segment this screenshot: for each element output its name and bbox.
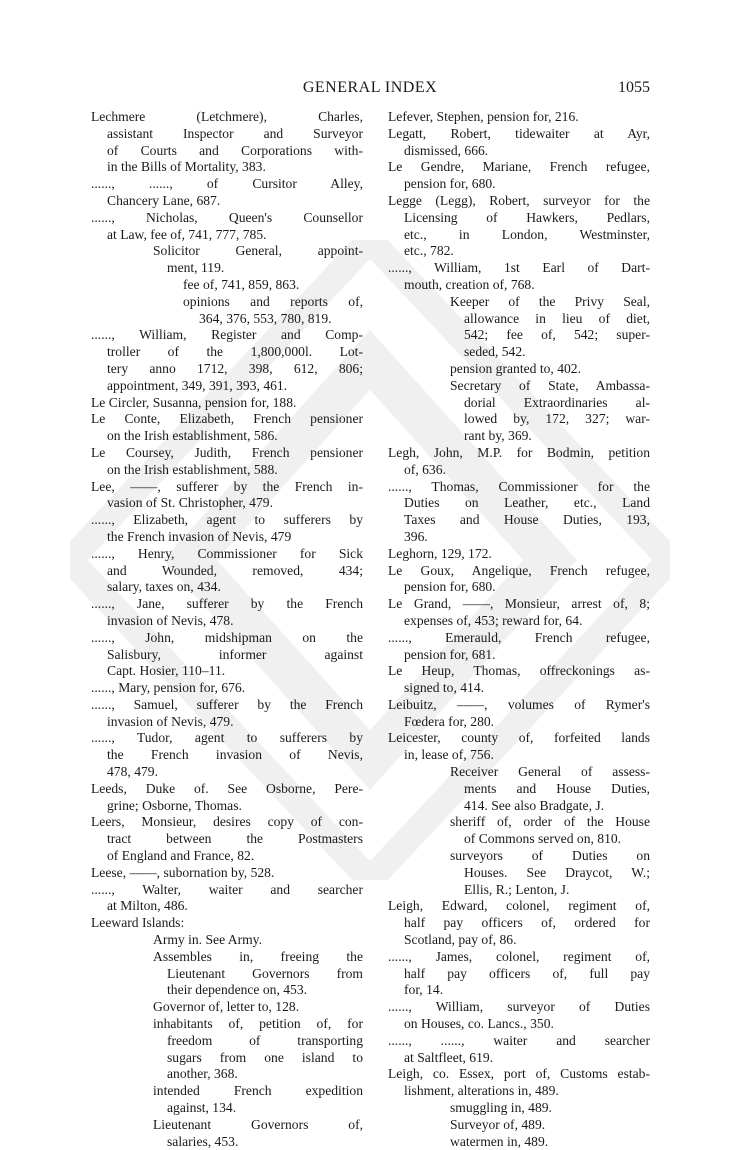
index-line: another, 368. xyxy=(167,1066,238,1082)
index-line: Leicester, county of, forfeited lands xyxy=(388,730,650,746)
index-line: and Wounded, removed, 434; xyxy=(107,562,363,578)
index-line: 414. See also Bradgate, J. xyxy=(464,797,605,813)
index-line: ments and House Duties, xyxy=(464,780,650,796)
index-line: appointment, 349, 391, 393, 461. xyxy=(107,377,288,393)
index-line: the French invasion of Nevis, 479 xyxy=(107,528,292,544)
index-line: Houses. See Draycot, W.; xyxy=(464,864,650,880)
index-line: half pay officers of, full pay xyxy=(404,965,650,981)
index-line: for, 14. xyxy=(404,982,444,998)
index-line: Duties on Leather, etc., Land xyxy=(404,495,650,511)
index-line: Leeward Islands: xyxy=(91,915,185,931)
index-line: surveyors of Duties on xyxy=(450,848,650,864)
index-line: allowance in lieu of diet, xyxy=(464,310,650,326)
index-line: Salisbury, informer against xyxy=(107,646,363,662)
index-line: opinions and reports of, xyxy=(183,293,363,309)
index-line: freedom of transporting xyxy=(167,1032,363,1048)
index-line: pension granted to, 402. xyxy=(450,360,582,376)
index-line: 396. xyxy=(404,528,428,544)
index-line: ......, Nicholas, Queen's Counsellor xyxy=(91,209,363,225)
index-line: at Saltfleet, 619. xyxy=(404,1049,494,1065)
index-line: mouth, creation of, 768. xyxy=(404,276,535,292)
index-line: Leese, ——, subornation by, 528. xyxy=(91,864,275,880)
index-line: ......, James, colonel, regiment of, xyxy=(388,948,650,964)
index-line: Le Coursey, Judith, French pensioner xyxy=(91,444,363,460)
index-line: Leeds, Duke of. See Osborne, Pere- xyxy=(91,780,363,796)
index-line: salary, taxes on, 434. xyxy=(107,579,221,595)
index-line: lowed by, 172, 327; war- xyxy=(464,411,650,427)
index-line: Army in. See Army. xyxy=(153,932,262,948)
index-line: Le Gendre, Mariane, French refugee, xyxy=(388,159,650,175)
index-line: Lee, ——, sufferer by the French in- xyxy=(91,478,363,494)
index-line: ......, Elizabeth, agent to sufferers by xyxy=(91,512,363,528)
index-line: vasion of St. Christopher, 479. xyxy=(107,495,273,511)
index-line: ......, William, surveyor of Duties xyxy=(388,999,650,1015)
index-line: grine; Osborne, Thomas. xyxy=(107,797,242,813)
index-line: fee of, 741, 859, 863. xyxy=(183,276,300,292)
index-line: inhabitants of, petition of, for xyxy=(153,1016,363,1032)
index-line: invasion of Nevis, 479. xyxy=(107,713,234,729)
index-line: Legh, John, M.P. for Bodmin, petition xyxy=(388,444,650,460)
index-line: against, 134. xyxy=(167,1100,237,1116)
index-line: tract between the Postmasters xyxy=(107,831,363,847)
index-line: Le Conte, Elizabeth, French pensioner xyxy=(91,411,363,427)
index-line: Le Heup, Thomas, offreckonings as- xyxy=(388,663,650,679)
index-line: Lefever, Stephen, pension for, 216. xyxy=(388,109,579,124)
index-line: seded, 542. xyxy=(464,344,526,360)
index-line: Fœdera for, 280. xyxy=(404,713,495,729)
index-line: Legge (Legg), Robert, surveyor for the xyxy=(388,192,650,208)
index-line: 478, 479. xyxy=(107,764,158,780)
index-line: ......, Walter, waiter and searcher xyxy=(91,881,363,897)
index-line: sheriff of, order of the House xyxy=(450,814,650,830)
index-line: Leibuitz, ——, volumes of Rymer's xyxy=(388,696,650,712)
index-line: pension for, 680. xyxy=(404,579,496,595)
index-line: Lechmere (Letchmere), Charles, xyxy=(91,109,363,124)
index-line: in, lease of, 756. xyxy=(404,747,494,763)
index-line: on the Irish establishment, 586. xyxy=(107,428,278,444)
index-line: Secretary of State, Ambassa- xyxy=(450,377,650,393)
index-line: ......, Thomas, Commissioner for the xyxy=(388,478,650,494)
index-line: lishment, alterations in, 489. xyxy=(404,1083,559,1099)
page-header xyxy=(0,79,740,99)
index-line: Leghorn, 129, 172. xyxy=(388,545,492,561)
index-line: salaries, 453. xyxy=(167,1133,239,1149)
index-line: Lieutenant Governors from xyxy=(167,965,363,981)
index-line: dismissed, 666. xyxy=(404,142,489,158)
index-line: of Courts and Corporations with- xyxy=(107,142,363,158)
index-line: Receiver General of assess- xyxy=(450,764,650,780)
index-line: assistant Inspector and Surveyor xyxy=(107,125,363,141)
index-line: on the Irish establishment, 588. xyxy=(107,461,278,477)
index-line: intended French expedition xyxy=(153,1083,363,1099)
index-line: ......, ......, waiter and searcher xyxy=(388,1032,650,1048)
index-line: sugars from one island to xyxy=(167,1049,363,1065)
index-column-right xyxy=(388,109,650,1150)
index-line: troller of the 1,800,000l. Lot- xyxy=(107,344,363,360)
index-line: Leers, Monsieur, desires copy of con- xyxy=(91,814,363,830)
index-line: watermen in, 489. xyxy=(450,1133,549,1149)
index-line: Licensing of Hawkers, Pedlars, xyxy=(404,209,650,225)
index-line: in the Bills of Mortality, 383. xyxy=(107,159,266,175)
index-line: 542; fee of, 542; super- xyxy=(464,327,650,343)
index-line: Leigh, co. Essex, port of, Customs estab- xyxy=(388,1066,650,1082)
index-line: etc., in London, Westminster, xyxy=(404,226,650,242)
index-line: at Law, fee of, 741, 777, 785. xyxy=(107,226,267,242)
index-line: ment, 119. xyxy=(167,260,225,276)
index-line: at Milton, 486. xyxy=(107,898,188,914)
index-line: ......, Henry, Commissioner for Sick xyxy=(91,545,363,561)
index-line: ......, William, Register and Comp- xyxy=(91,327,363,343)
index-line: Ellis, R.; Lenton, J. xyxy=(464,881,570,897)
index-line: Taxes and House Duties, 193, xyxy=(404,512,650,528)
index-line: smuggling in, 489. xyxy=(450,1100,552,1116)
index-line: ......, Tudor, agent to sufferers by xyxy=(91,730,363,746)
page-number: 1055 xyxy=(618,79,650,96)
index-line: of England and France, 82. xyxy=(107,848,255,864)
index-line: Leigh, Edward, colonel, regiment of, xyxy=(388,898,650,914)
index-line: half pay officers of, ordered for xyxy=(404,915,650,931)
index-line: Le Circler, Susanna, pension for, 188. xyxy=(91,394,297,410)
index-line: Scotland, pay of, 86. xyxy=(404,932,517,948)
index-line: Governor of, letter to, 128. xyxy=(153,999,300,1015)
index-line: invasion of Nevis, 478. xyxy=(107,612,234,628)
index-line: ......, Mary, pension for, 676. xyxy=(91,680,246,696)
index-line: Keeper of the Privy Seal, xyxy=(450,293,650,309)
index-line: ......, Jane, sufferer by the French xyxy=(91,596,363,612)
index-line: the French invasion of Nevis, xyxy=(107,747,363,763)
index-line: Solicitor General, appoint- xyxy=(153,243,363,259)
index-line: Le Goux, Angelique, French refugee, xyxy=(388,562,650,578)
index-line: Legatt, Robert, tidewaiter at Ayr, xyxy=(388,125,650,141)
index-line: dorial Extraordinaries al- xyxy=(464,394,650,410)
index-line: ......, William, 1st Earl of Dart- xyxy=(388,260,650,276)
index-line: Lieutenant Governors of, xyxy=(153,1116,363,1132)
index-line: on Houses, co. Lancs., 350. xyxy=(404,1016,554,1032)
index-line: Chancery Lane, 687. xyxy=(107,192,221,208)
index-line: Assembles in, freeing the xyxy=(153,948,363,964)
index-line: their dependence on, 453. xyxy=(167,982,308,998)
index-line: of Commons served on, 810. xyxy=(464,831,622,847)
index-line: pension for, 680. xyxy=(404,176,496,192)
index-line: ......, John, midshipman on the xyxy=(91,629,363,645)
index-line: ......, Emerauld, French refugee, xyxy=(388,629,650,645)
index-line: ......, Samuel, sufferer by the French xyxy=(91,696,363,712)
index-line: signed to, 414. xyxy=(404,680,485,696)
index-line: etc., 782. xyxy=(404,243,454,259)
index-line: Surveyor of, 489. xyxy=(450,1116,546,1132)
index-line: rant by, 369. xyxy=(464,428,532,444)
index-line: of, 636. xyxy=(404,461,446,477)
index-line: ......, ......, of Cursitor Alley, xyxy=(91,176,363,192)
index-line: expenses of, 453; reward for, 64. xyxy=(404,612,583,628)
page-title: GENERAL INDEX xyxy=(302,79,438,96)
index-line: Le Grand, ——, Monsieur, arrest of, 8; xyxy=(388,596,650,612)
index-line: 364, 376, 553, 780, 819. xyxy=(199,310,332,326)
index-line: Capt. Hosier, 110–11. xyxy=(107,663,226,679)
index-line: tery anno 1712, 398, 612, 806; xyxy=(107,360,363,376)
index-column-left xyxy=(91,109,363,1150)
index-line: pension for, 681. xyxy=(404,646,496,662)
